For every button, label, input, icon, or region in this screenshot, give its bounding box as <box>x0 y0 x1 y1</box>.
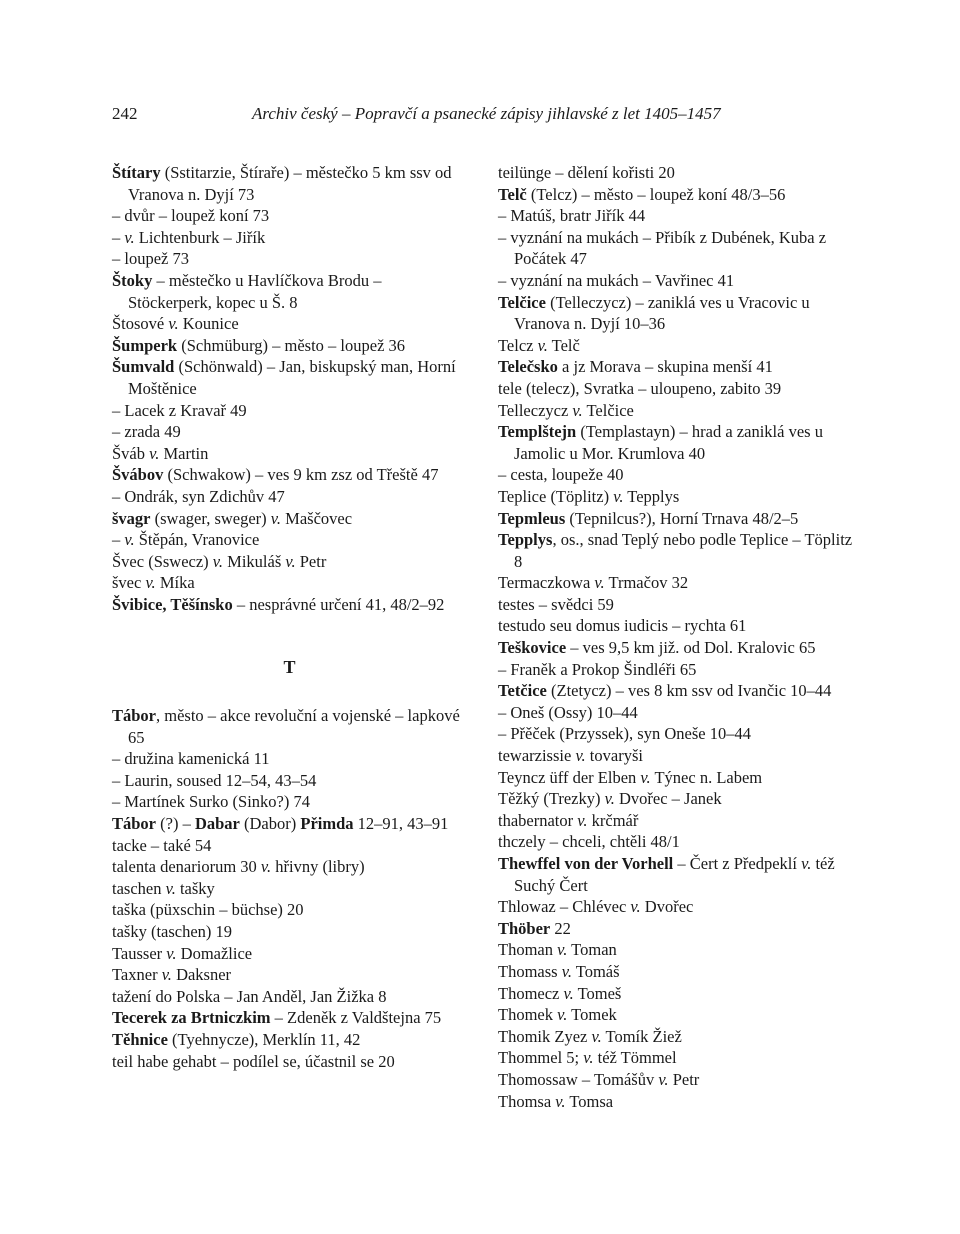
entry-text: Teyncz üff der Elben <box>498 767 641 787</box>
index-entry <box>112 227 467 249</box>
entry-text: (Schmüburg) – město – loupež 36 <box>177 335 406 355</box>
entry-text: (Ztetycz) – ves 8 km ssv od Ivančic 10–44 <box>546 681 832 701</box>
index-entry <box>498 1026 858 1048</box>
entry-text: teil habe gehabt – podílel se, účastnil se 20 <box>112 1051 395 1071</box>
entry-text: Thomecz <box>498 983 564 1003</box>
entry-headword: Thewffel von der Vorhell <box>498 854 674 873</box>
entry-text: Tomáš <box>571 961 620 981</box>
index-entry <box>112 856 467 878</box>
entry-text: (Tyehnycze), Merklín 11, 42 <box>167 1029 361 1049</box>
entry-headword: Přimda <box>300 814 354 834</box>
index-entry <box>112 529 467 551</box>
entry-text: 12–91, 43–91 <box>353 814 449 834</box>
entry-text: Švec (Sswecz) <box>112 551 213 571</box>
index-entry <box>498 680 858 702</box>
entry-cross-reference: v. <box>801 854 812 873</box>
entry-text: Štěpán, Vranovice <box>134 530 260 550</box>
entry-headword: Štoky <box>112 270 153 290</box>
entry-headword: Štítary <box>112 163 161 182</box>
entry-cross-reference: v. <box>557 940 568 960</box>
index-entry <box>112 443 467 465</box>
index-column-right <box>498 162 858 1112</box>
entry-cross-reference: v. <box>212 551 224 571</box>
entry-text: – cesta, loupeže 40 <box>498 465 624 485</box>
entry-headword: Teškovice <box>498 638 567 658</box>
entry-text: též Suchý Čert <box>514 854 835 895</box>
entry-cross-reference: v. <box>260 857 272 877</box>
entry-text: tacke – také 54 <box>112 835 212 855</box>
entry-text: Trmačov 32 <box>604 573 689 593</box>
entry-text: – Martínek Surko (Sinko?) 74 <box>112 792 310 812</box>
entry-cross-reference: v. <box>630 897 641 917</box>
index-entry <box>498 486 858 508</box>
entry-cross-reference: v. <box>594 573 605 593</box>
index-entry <box>498 961 858 983</box>
entry-cross-reference: v. <box>161 965 172 985</box>
entry-cross-reference: v. <box>124 530 135 550</box>
entry-text: – Lacek z Kravař 49 <box>112 400 247 420</box>
entry-headword: Švibice, Těšínsko <box>112 594 233 614</box>
entry-text: Telcz <box>498 335 538 355</box>
entry-text: Telčice <box>582 400 634 420</box>
entry-headword: Švábov <box>112 465 164 485</box>
index-entry <box>498 896 858 918</box>
index-entry <box>112 162 467 205</box>
index-entry <box>498 205 858 227</box>
entry-text: Petr <box>668 1069 700 1089</box>
entry-text: tašky <box>175 878 215 898</box>
entry-text: Míka <box>155 573 195 593</box>
entry-cross-reference: v. <box>285 551 296 571</box>
index-entry <box>498 637 858 659</box>
entry-text: a jz Morava – skupina menší 41 <box>557 357 773 377</box>
index-entry <box>112 1029 467 1051</box>
entry-text: 22 <box>550 918 571 938</box>
index-entry <box>112 400 467 422</box>
entry-text: tažení do Polska – Jan Anděl, Jan Žižka 8 <box>112 986 387 1006</box>
entry-cross-reference: v. <box>575 746 586 766</box>
entry-cross-reference: v. <box>591 1026 602 1046</box>
entry-cross-reference: v. <box>658 1069 669 1089</box>
entry-text: tele (telecz), Svratka – uloupeno, zabito 39 <box>498 378 782 398</box>
index-entry <box>112 356 467 399</box>
entry-cross-reference: v. <box>613 486 624 506</box>
entry-text: tovaryši <box>585 746 643 766</box>
index-entry <box>498 270 858 292</box>
entry-text: (Tepnilcus?), Horní Trnava 48/2–5 <box>565 508 799 528</box>
index-entry <box>498 939 858 961</box>
entry-text: švec <box>112 573 146 593</box>
entry-text: (Telleczycz) – zaniklá ves u Vracovic u Vranova n. Dyjí 10–36 <box>514 292 810 334</box>
entry-text: (Templastayn) – hrad a zaniklá ves u Jamolic u Mor. Krumlova 40 <box>514 422 823 463</box>
entry-text: krčmář <box>587 810 639 830</box>
entry-text: Mikuláš <box>223 551 286 571</box>
entry-cross-reference: v. <box>124 227 135 247</box>
index-entry <box>498 788 858 810</box>
entry-text: Thomass <box>498 961 562 981</box>
entry-cross-reference: v. <box>583 1048 594 1068</box>
entry-text: (Telcz) – město – loupež koní 48/3–56 <box>526 184 786 204</box>
entry-text: Termaczkowa <box>498 573 595 593</box>
index-entry <box>498 767 858 789</box>
index-entry <box>112 748 467 770</box>
entry-text: – ves 9,5 km již. od Dol. Kralovic 65 <box>566 638 816 658</box>
entry-text: Tausser <box>112 943 167 963</box>
entry-headword: švagr <box>112 508 151 528</box>
index-entry <box>112 464 467 486</box>
entry-text: – Zdeněk z Valdštejna 75 <box>270 1008 442 1028</box>
index-entry <box>498 1047 858 1069</box>
index-entry <box>112 986 467 1008</box>
index-entry <box>498 508 858 530</box>
entry-headword: Telč <box>498 184 527 204</box>
index-entry <box>112 205 467 227</box>
entry-text: Thlowaz – Chlévec <box>498 897 631 917</box>
entry-text: – Čert z Předpeklí <box>673 854 802 873</box>
index-entry <box>112 921 467 943</box>
entry-cross-reference: v. <box>604 789 615 809</box>
entry-text: Daksner <box>171 965 232 985</box>
index-entries-t-section <box>112 705 467 1072</box>
entry-text: Taxner <box>112 965 162 985</box>
entry-text: – městečko u Havlíčkova Brodu – Stöckerperk, kopec u Š. 8 <box>128 270 382 312</box>
index-entry <box>498 378 858 400</box>
index-entry <box>112 835 467 857</box>
index-entry <box>112 1007 467 1029</box>
index-entry <box>112 813 467 835</box>
entry-text: – loupež 73 <box>112 249 189 269</box>
entry-text: – Oneš (Ossy) 10–44 <box>498 702 638 722</box>
index-entry <box>112 335 467 357</box>
entry-text: – zrada 49 <box>112 422 181 442</box>
entry-text: – Ondrák, syn Zdichův 47 <box>112 486 285 506</box>
entry-headword: Telčice <box>498 292 546 312</box>
index-entry <box>498 723 858 745</box>
index-entry <box>498 292 858 335</box>
entry-text: (?) – <box>156 814 195 834</box>
entry-text: Domažlice <box>176 943 253 963</box>
entry-text: – <box>112 227 125 247</box>
entry-cross-reference: v. <box>640 767 651 787</box>
entry-text: též Tömmel <box>593 1048 677 1068</box>
index-entry <box>112 791 467 813</box>
index-entry <box>498 594 858 616</box>
entry-text: Telč <box>547 335 580 355</box>
index-entry <box>112 508 467 530</box>
entry-text: testes – svědci 59 <box>498 594 614 614</box>
entry-text: tewarzissie <box>498 746 576 766</box>
index-entry <box>498 1004 858 1026</box>
index-entry <box>112 770 467 792</box>
index-entry <box>112 878 467 900</box>
entry-text: Telleczycz <box>498 400 573 420</box>
entry-cross-reference: v. <box>572 400 583 420</box>
index-entry <box>112 248 467 270</box>
section-letter: T <box>283 657 296 678</box>
entry-headword: Templštejn <box>498 422 577 442</box>
index-entry <box>112 313 467 335</box>
entry-text: hřivny (libry) <box>271 857 365 877</box>
index-entry <box>498 918 858 940</box>
entry-headword: Těhnice <box>112 1029 168 1049</box>
entry-headword: Tecerek za Brtniczkim <box>112 1008 271 1028</box>
entry-cross-reference: v. <box>577 810 588 830</box>
index-entry <box>498 227 858 270</box>
index-entry <box>112 551 467 573</box>
entry-text: Tomek <box>567 1005 617 1025</box>
entry-text: talenta denariorum 30 <box>112 857 261 877</box>
entry-text: – vyznání na mukách – Vavřinec 41 <box>498 270 735 290</box>
entry-text: – <box>112 530 125 550</box>
index-entry <box>498 1069 858 1091</box>
index-entry <box>112 594 467 616</box>
entry-text: Dvořec <box>640 897 694 917</box>
entry-text: – Matúš, bratr Jiřík 44 <box>498 206 646 226</box>
index-entry <box>498 1091 858 1113</box>
entry-text: taschen <box>112 878 166 898</box>
index-entry <box>498 615 858 637</box>
index-entry <box>112 899 467 921</box>
entry-text: – Přěček (Przyssek), syn Oneše 10–44 <box>498 724 751 744</box>
entry-cross-reference: v. <box>557 1005 568 1025</box>
entry-text: tašky (taschen) 19 <box>112 922 233 941</box>
entry-text: taška (püxschin – büchse) 20 <box>112 900 304 920</box>
entry-cross-reference: v. <box>145 573 156 593</box>
entry-headword: Tepplys <box>498 530 553 550</box>
index-entry <box>498 421 858 464</box>
entry-text: Těžký (Trezky) <box>498 789 605 809</box>
entry-text: (Schwakow) – ves 9 km zsz od Třeště 47 <box>163 465 439 485</box>
index-entry <box>498 464 858 486</box>
entry-text: Lichtenburk – Jiřík <box>134 227 266 247</box>
entry-text: Toman <box>567 940 617 960</box>
entry-text: (Schönwald) – Jan, biskupský man, Horní Moštěnice <box>128 357 456 398</box>
entry-text: Tomsa <box>565 1091 614 1111</box>
index-entries-t-section-continued <box>498 162 858 1112</box>
entry-cross-reference: v. <box>168 314 179 334</box>
entry-cross-reference: v. <box>165 878 176 898</box>
entry-text: Thomek <box>498 1005 558 1025</box>
entry-headword: Tábor <box>112 706 157 726</box>
entry-headword: Dabar <box>194 814 240 834</box>
index-entry <box>112 943 467 965</box>
entry-text: – Franěk a Prokop Šindléři 65 <box>498 659 697 679</box>
entry-text: (Sstitarzie, Štíraře) – městečko 5 km ssv od Vranova n. Dyjí 73 <box>128 163 452 204</box>
entry-text: Týnec n. Labem <box>650 767 763 787</box>
index-entry <box>112 270 467 313</box>
entry-text: Tomík Žiež <box>601 1026 682 1046</box>
index-entry <box>498 184 858 206</box>
index-column-left <box>112 162 467 1072</box>
entry-headword: Tetčice <box>498 681 547 701</box>
index-entry <box>112 1051 467 1073</box>
entry-headword: Šumperk <box>112 335 178 355</box>
entry-text: Thomossaw – Tomášův <box>498 1069 659 1089</box>
entry-text: testudo seu domus iudicis – rychta 61 <box>498 616 747 636</box>
index-entry <box>498 983 858 1005</box>
index-entry <box>498 335 858 357</box>
entry-text: Petr <box>295 551 327 571</box>
entry-text: Štosové <box>112 314 169 334</box>
index-entry <box>112 486 467 508</box>
index-entry <box>498 356 858 378</box>
entry-text: Thomik Zyez <box>498 1026 592 1046</box>
entry-cross-reference: v. <box>555 1091 566 1111</box>
entry-headword: Thöber <box>498 918 551 938</box>
entry-cross-reference: v. <box>537 335 548 355</box>
entry-text: (swager, sweger) <box>150 508 271 528</box>
entry-cross-reference: v. <box>166 943 177 963</box>
entry-text: thczely – chceli, chtěli 48/1 <box>498 832 680 852</box>
entry-text: Thomsa <box>498 1091 556 1111</box>
index-entry <box>498 659 858 681</box>
entry-text: Teplice (Töplitz) <box>498 486 614 506</box>
entry-text: Maščovec <box>281 508 353 528</box>
index-entry <box>498 529 858 572</box>
entry-text: Kounice <box>178 314 239 334</box>
entry-text: , os., snad Teplý nebo podle Teplice – Töplitz 8 <box>514 530 853 571</box>
entry-text: Martin <box>159 443 209 463</box>
index-entry <box>498 572 858 594</box>
entry-text: Tomeš <box>573 983 622 1003</box>
index-entry <box>498 162 858 184</box>
entry-headword: Tábor <box>112 814 157 834</box>
entry-text: (Dabor) <box>239 814 301 834</box>
entry-text: thabernator <box>498 810 578 830</box>
index-entry <box>498 702 858 724</box>
entry-text: – družina kamenická 11 <box>112 749 270 769</box>
index-entries-s-section <box>112 162 467 615</box>
index-entry <box>112 572 467 594</box>
index-entry <box>498 810 858 832</box>
index-entry <box>498 831 858 853</box>
index-entry <box>112 421 467 443</box>
entry-text: – nesprávné určení 41, 48/2–92 <box>232 594 445 614</box>
page-number: 242 <box>112 104 138 123</box>
entry-headword: Telečsko <box>498 357 558 377</box>
index-entry <box>498 853 858 896</box>
entry-text: , město – akce revoluční a vojenské – lapkové 65 <box>128 706 460 747</box>
running-title: Archiv český – Popravčí a psanecké zápisy jihlavské z let 1405–1457 <box>252 104 721 123</box>
index-entry <box>112 705 467 748</box>
entry-cross-reference: v. <box>561 961 572 981</box>
entry-headword: Šumvald <box>112 357 175 377</box>
entry-text: – vyznání na mukách – Přibík z Dubének, Kuba z Počátek 47 <box>498 227 827 269</box>
entry-text: – dvůr – loupež koní 73 <box>112 206 270 226</box>
entry-text: teilünge – dělení kořisti 20 <box>498 163 675 182</box>
entry-cross-reference: v. <box>270 508 282 528</box>
entry-text: Dvořec – Janek <box>614 789 722 809</box>
entry-text: Thoman <box>498 940 558 960</box>
entry-headword: Tepmleus <box>498 508 566 528</box>
entry-text: Thommel 5; <box>498 1048 584 1068</box>
entry-text: Tepplys <box>623 486 680 506</box>
index-entry <box>498 745 858 767</box>
index-entry <box>498 400 858 422</box>
entry-cross-reference: v. <box>149 443 160 463</box>
index-entry <box>112 964 467 986</box>
entry-cross-reference: v. <box>563 983 574 1003</box>
entry-text: Šváb <box>112 443 150 463</box>
entry-text: – Laurin, soused 12–54, 43–54 <box>112 770 317 790</box>
